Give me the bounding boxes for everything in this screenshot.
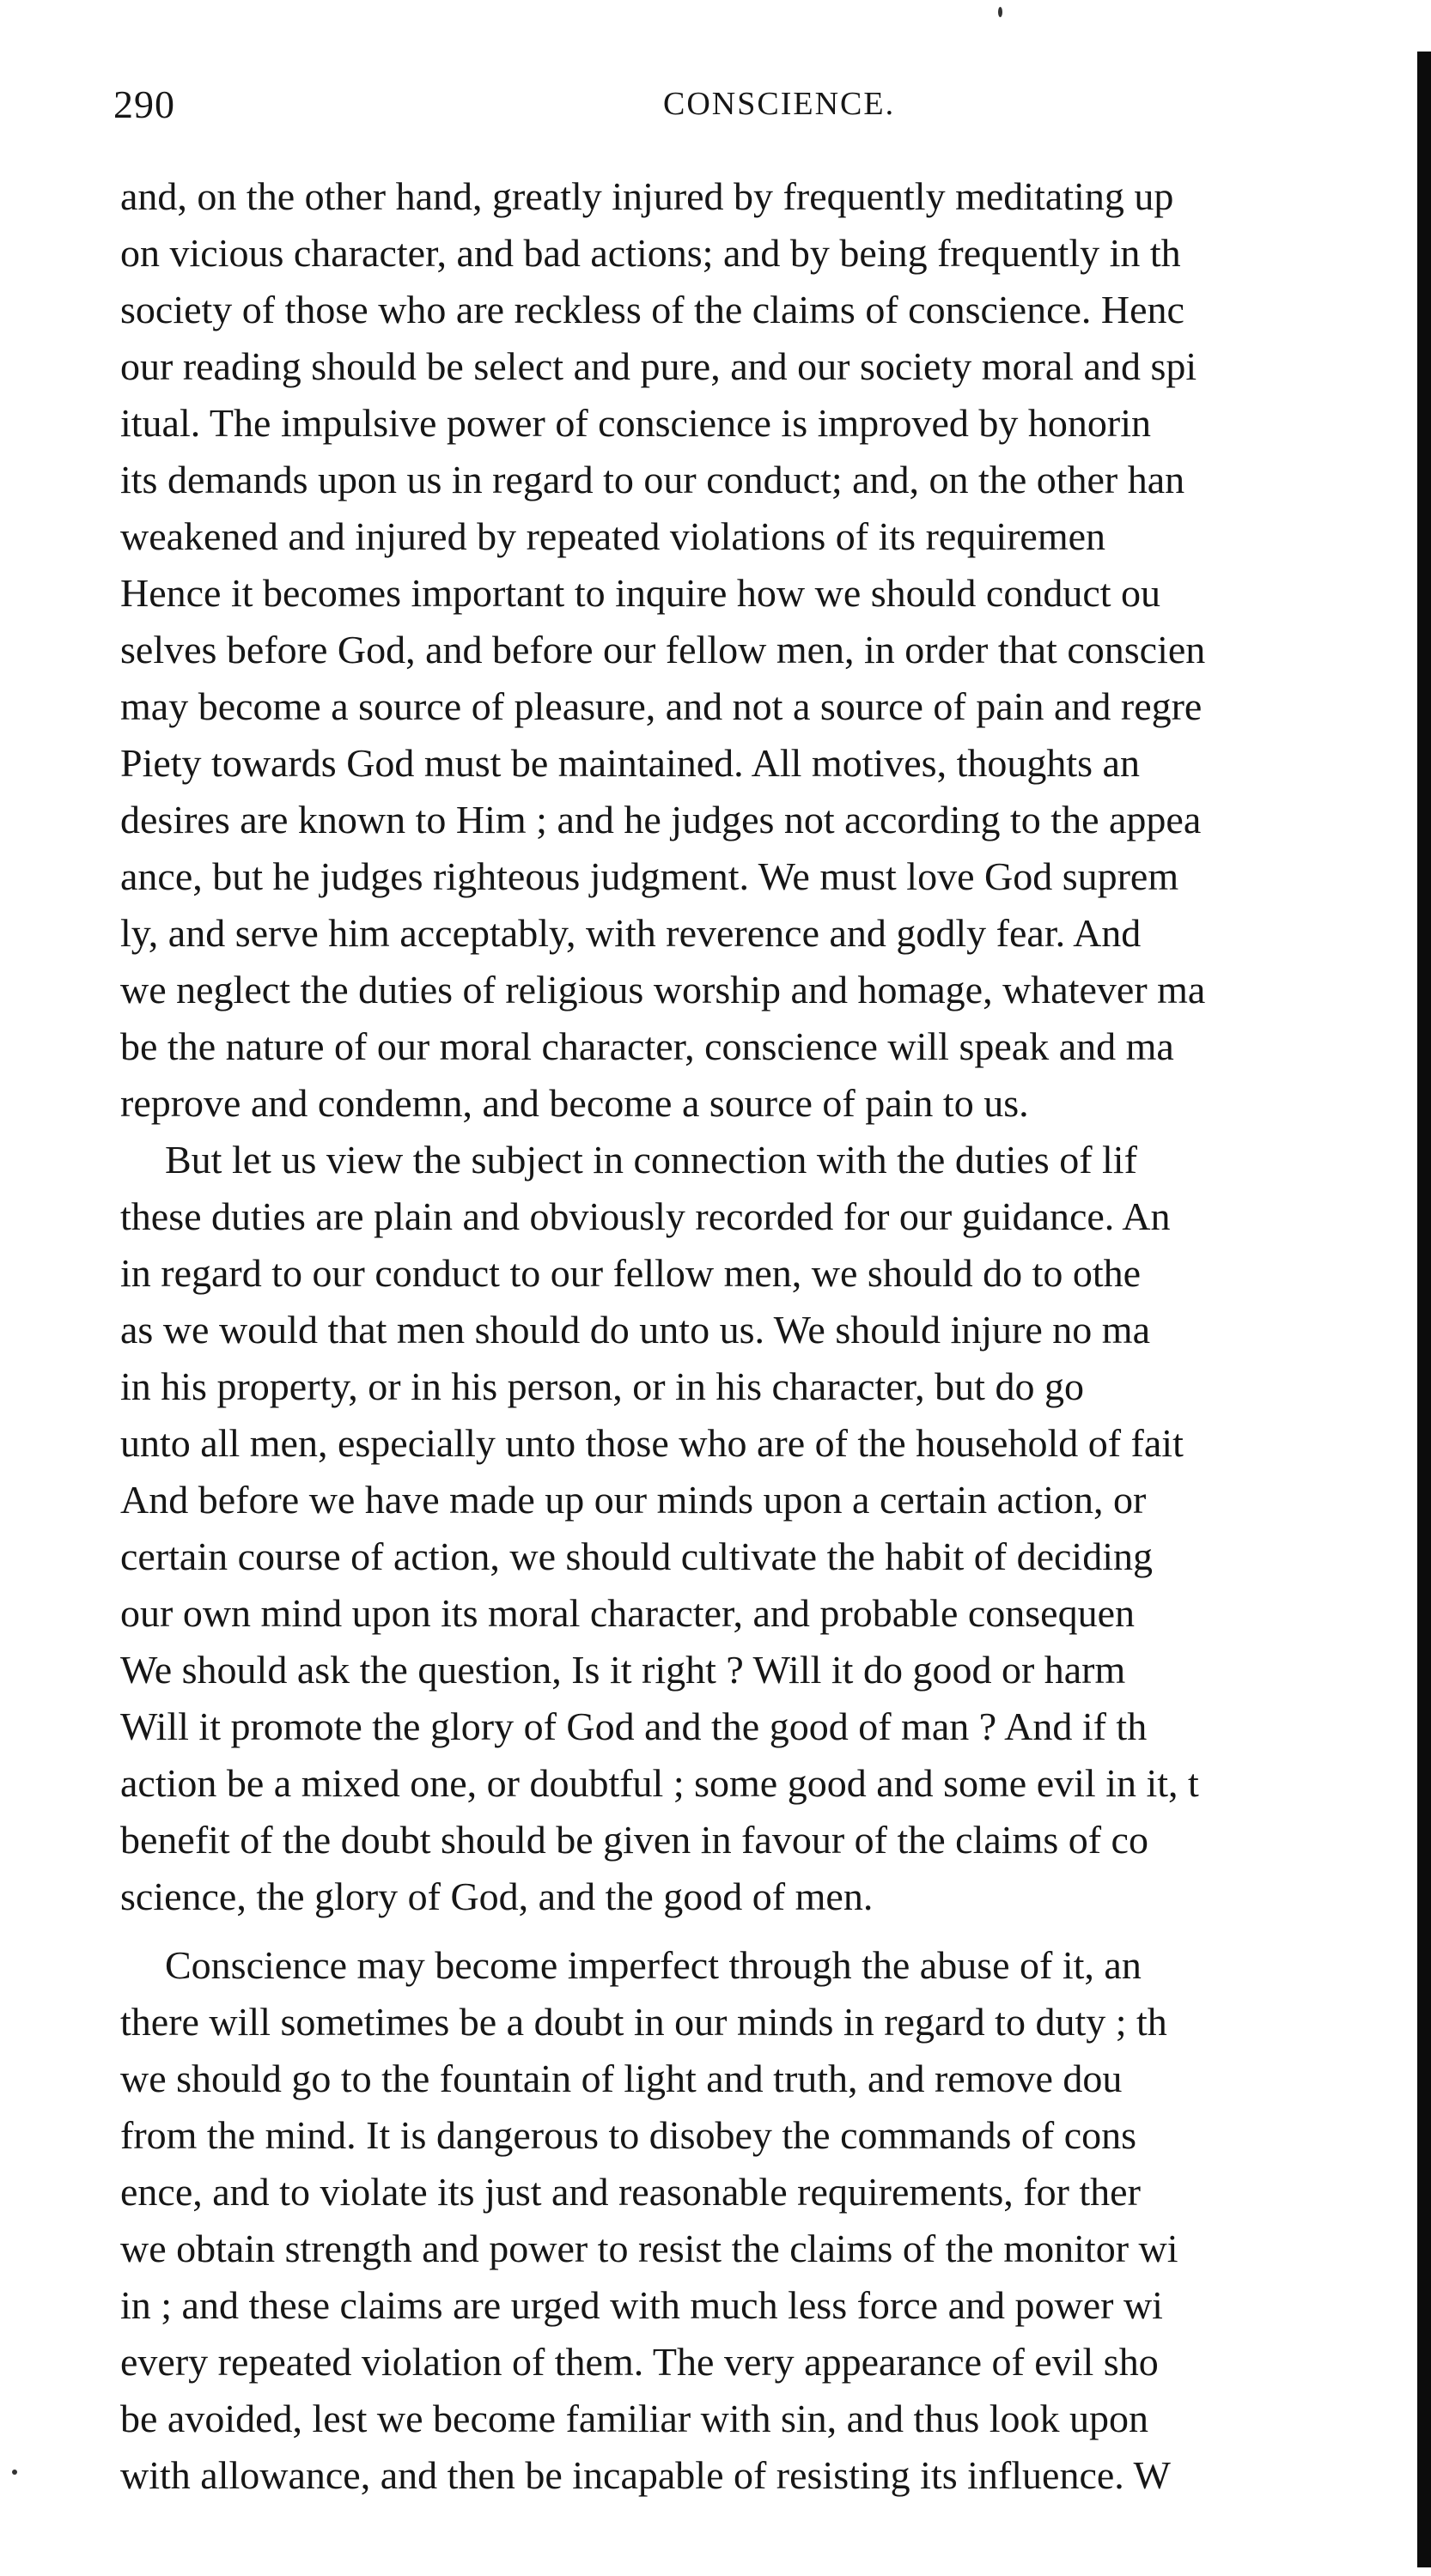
text-line: in his property, or in his person, or in his character, but do go	[120, 1364, 1084, 1408]
text-line: But let us view the subject in connection with the duties of lif	[165, 1138, 1137, 1182]
text-line: benefit of the doubt should be given in favour of the claims of co	[120, 1818, 1148, 1862]
text-line: our own mind upon its moral character, and probable consequen	[120, 1591, 1136, 1635]
ink-speck	[12, 2470, 17, 2475]
text-line: reprove and condemn, and become a source of pain to us.	[120, 1081, 1029, 1125]
text-line: from the mind. It is dangerous to disobey the commands of cons	[120, 2113, 1137, 2157]
page-number: 290	[113, 82, 175, 126]
text-line: our reading should be select and pure, and our society moral and spi	[120, 344, 1197, 388]
text-line: action be a mixed one, or doubtful ; some good and some evil in it, t	[120, 1761, 1199, 1805]
text-line: there will sometimes be a doubt in our minds in regard to duty ; th	[120, 2000, 1167, 2044]
text-line: we obtain strength and power to resist the claims of the monitor wi	[120, 2227, 1178, 2270]
paragraph-3	[120, 1937, 1417, 2504]
page-header	[113, 82, 1385, 133]
text-line: may become a source of pleasure, and not a source of pain and regre	[120, 684, 1203, 728]
text-line: ly, and serve him acceptably, with reverence and godly fear. And	[120, 911, 1142, 955]
body-text	[120, 168, 1417, 2555]
text-line: Piety towards God must be maintained. All motives, thoughts an	[120, 741, 1140, 785]
running-head: CONSCIENCE.	[663, 86, 896, 122]
text-line: science, the glory of God, and the good of men.	[120, 1874, 874, 1918]
text-line: society of those who are reckless of the claims of conscience. Henc	[120, 288, 1184, 331]
paragraph-1	[120, 168, 1417, 1132]
text-line: as we would that men should do unto us. We should injure no ma	[120, 1308, 1150, 1352]
binding-shadow	[1417, 52, 1431, 2567]
text-line: be the nature of our moral character, conscience will speak and ma	[120, 1024, 1174, 1068]
text-line: weakened and injured by repeated violations of its requiremen	[120, 514, 1106, 558]
text-line: Will it promote the glory of God and the good of man ? And if th	[120, 1704, 1148, 1748]
text-line: ence, and to violate its just and reasonable requirements, for ther	[120, 2170, 1141, 2214]
paragraph-spacer	[120, 1925, 1417, 1937]
text-line: We should ask the question, Is it right ? Will it do good or harm	[120, 1648, 1126, 1692]
text-line: with allowance, and then be incapable of resisting its influence. W	[120, 2453, 1171, 2497]
text-line: we should go to the fountain of light and truth, and remove dou	[120, 2057, 1123, 2100]
text-line: And before we have made up our minds upon a certain action, or	[120, 1478, 1147, 1522]
ink-speck	[998, 7, 1002, 17]
text-line: Conscience may become imperfect through the abuse of it, an	[165, 1943, 1142, 1987]
text-line: on vicious character, and bad actions; and by being frequently in th	[120, 231, 1181, 275]
text-line: itual. The impulsive power of conscience is improved by honorin	[120, 401, 1151, 445]
text-line: its demands upon us in regard to our conduct; and, on the other han	[120, 458, 1185, 501]
text-line: Hence it becomes important to inquire how we should conduct ou	[120, 571, 1161, 615]
text-line: we neglect the duties of religious worship and homage, whatever ma	[120, 968, 1206, 1012]
text-line: desires are known to Him ; and he judges not according to the appea	[120, 798, 1202, 841]
text-line: in regard to our conduct to our fellow men, we should do to othe	[120, 1251, 1142, 1295]
text-line: ance, but he judges righteous judgment. We must love God suprem	[120, 854, 1179, 898]
text-line: and, on the other hand, greatly injured by frequently meditating up	[120, 174, 1174, 218]
text-line: these duties are plain and obviously recorded for our guidance. An	[120, 1194, 1171, 1238]
text-line: in ; and these claims are urged with much less force and power wi	[120, 2283, 1163, 2327]
text-line: unto all men, especially unto those who are of the household of fait	[120, 1421, 1184, 1465]
text-line: be avoided, lest we become familiar with sin, and thus look upon	[120, 2397, 1149, 2440]
paragraph-2	[120, 1132, 1417, 1925]
text-line: selves before God, and before our fellow men, in order that conscien	[120, 628, 1206, 671]
text-line: every repeated violation of them. The very appearance of evil sho	[120, 2340, 1159, 2384]
text-line: certain course of action, we should cultivate the habit of deciding	[120, 1534, 1153, 1578]
